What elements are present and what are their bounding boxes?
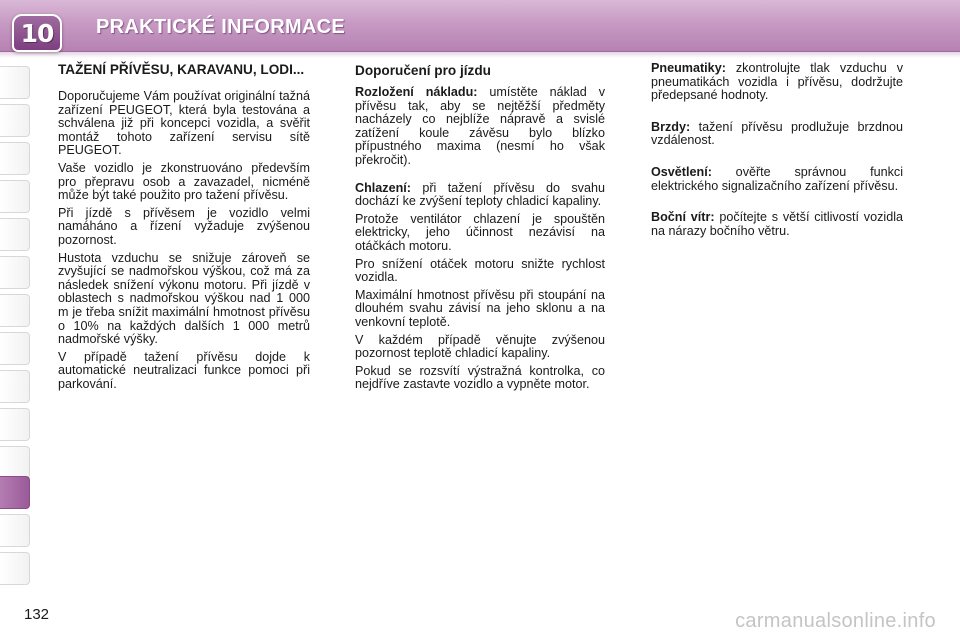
side-tab-6[interactable]	[0, 256, 30, 289]
side-tab-3[interactable]	[0, 142, 30, 175]
side-tab-active[interactable]	[0, 476, 30, 509]
chapter-badge	[12, 14, 62, 52]
lighting-text: ověřte správnou funkci elektrického signalizačního zařízení přívěsu.	[651, 164, 903, 193]
driving-advice-heading: Doporučení pro jízdu	[355, 63, 491, 78]
column-checks	[651, 62, 903, 256]
paragraph: Pokud se rozsvítí výstražná kontrolka, co nejdříve zastavte vozidlo a vypněte motor.	[355, 363, 605, 392]
load-label: Rozložení nákladu:	[355, 85, 478, 99]
paragraph: V každém případě věnujte zvýšenou pozornost teplotě chladicí kapaliny.	[355, 332, 605, 361]
header-shadow	[0, 52, 960, 58]
brakes-paragraph	[651, 121, 903, 148]
watermark: carmanualsonline.info	[735, 610, 936, 632]
tyres-paragraph	[651, 62, 903, 103]
load-text: umístěte náklad v přívěsu tak, aby se nejtěžší předměty nacházely co nejblíže nápravě a svislé zatížení koule závěsu bylo blízko přípustného maxima (nesmí ho však překročit).	[355, 85, 606, 167]
side-tab-13[interactable]	[0, 514, 30, 547]
paragraph: V případě tažení přívěsu dojde k automatické neutralizaci funkce pomoci při parkování.	[58, 349, 310, 391]
cooling-label: Chlazení:	[355, 180, 411, 195]
side-tab-11[interactable]	[0, 446, 30, 479]
column-driving-advice	[355, 62, 605, 396]
side-tab-10[interactable]	[0, 408, 30, 441]
page-title: PRAKTICKÉ INFORMACE	[96, 16, 346, 38]
side-tab-2[interactable]	[0, 104, 30, 137]
paragraph: Maximální hmotnost přívěsu při stoupání na dlouhém svahu závisí na jeho sklonu a na venkovní teplotě.	[355, 287, 605, 329]
paragraph: Hustota vzduchu se snižuje zároveň se zvyšující se nadmořskou výškou, což má za následek snížení výkonu motoru. Při jízdě v oblastech s nadmořskou výškou nad 1 000 m je třeba snížit maximální hmotnost přívěsu o 10% na každých dalších 1 000 metrů nadmořské výšky.	[58, 250, 310, 347]
load-paragraph	[355, 86, 605, 168]
tyres-text: zkontrolujte tlak vzduchu v pneumatikách vozidla i přívěsu, dodržujte předepsané hodnoty.	[651, 61, 903, 103]
towing-heading: TAŽENÍ PŘÍVĚSU, KARAVANU, LODI...	[58, 62, 305, 77]
brakes-label: Brzdy:	[651, 119, 691, 134]
column-towing	[58, 62, 310, 395]
cooling-text: při tažení přívěsu do svahu dochází ke zvýšení teploty chladicí kapaliny.	[355, 180, 605, 209]
crosswind-paragraph	[651, 211, 903, 238]
side-tab-14[interactable]	[0, 552, 30, 585]
lighting-paragraph	[651, 166, 903, 193]
side-tab-8[interactable]	[0, 332, 30, 365]
paragraph: Protože ventilátor chlazení je spouštěn elektricky, jeho účinnost nezávisí na otáčkách motoru.	[355, 211, 605, 253]
chapter-number: 10	[20, 18, 54, 48]
page-number: 132	[24, 606, 50, 623]
paragraph: Pro snížení otáček motoru snižte rychlost vozidla.	[355, 256, 605, 285]
brakes-text: tažení přívěsu prodlužuje brzdnou vzdálenost.	[651, 119, 903, 148]
side-tab-7[interactable]	[0, 294, 30, 327]
side-tab-9[interactable]	[0, 370, 30, 403]
cooling-paragraph	[355, 182, 605, 209]
paragraph: Při jízdě s přívěsem je vozidlo velmi namáháno a řízení vyžaduje zvýšenou pozornost.	[58, 205, 310, 247]
paragraph: Doporučujeme Vám používat originální tažná zařízení PEUGEOT, která byla testována a schválena již při koncepci vozidla, a svěřit montáž tohoto zařízení servisu sítě PEUGEOT.	[58, 89, 310, 158]
tyres-label: Pneumatiky:	[651, 61, 726, 75]
side-tab-4[interactable]	[0, 180, 30, 213]
lighting-label: Osvětlení:	[651, 164, 712, 179]
side-tab-5[interactable]	[0, 218, 30, 251]
side-tab-1[interactable]	[0, 66, 30, 99]
crosswind-text: počítejte s větší citlivostí vozidla na nárazy bočního větru.	[651, 210, 904, 238]
crosswind-label: Boční vítr:	[651, 210, 715, 225]
paragraph: Vaše vozidlo je zkonstruováno především pro přepravu osob a zavazadel, nicméně může být také použito pro tažení přívěsu.	[58, 160, 310, 203]
